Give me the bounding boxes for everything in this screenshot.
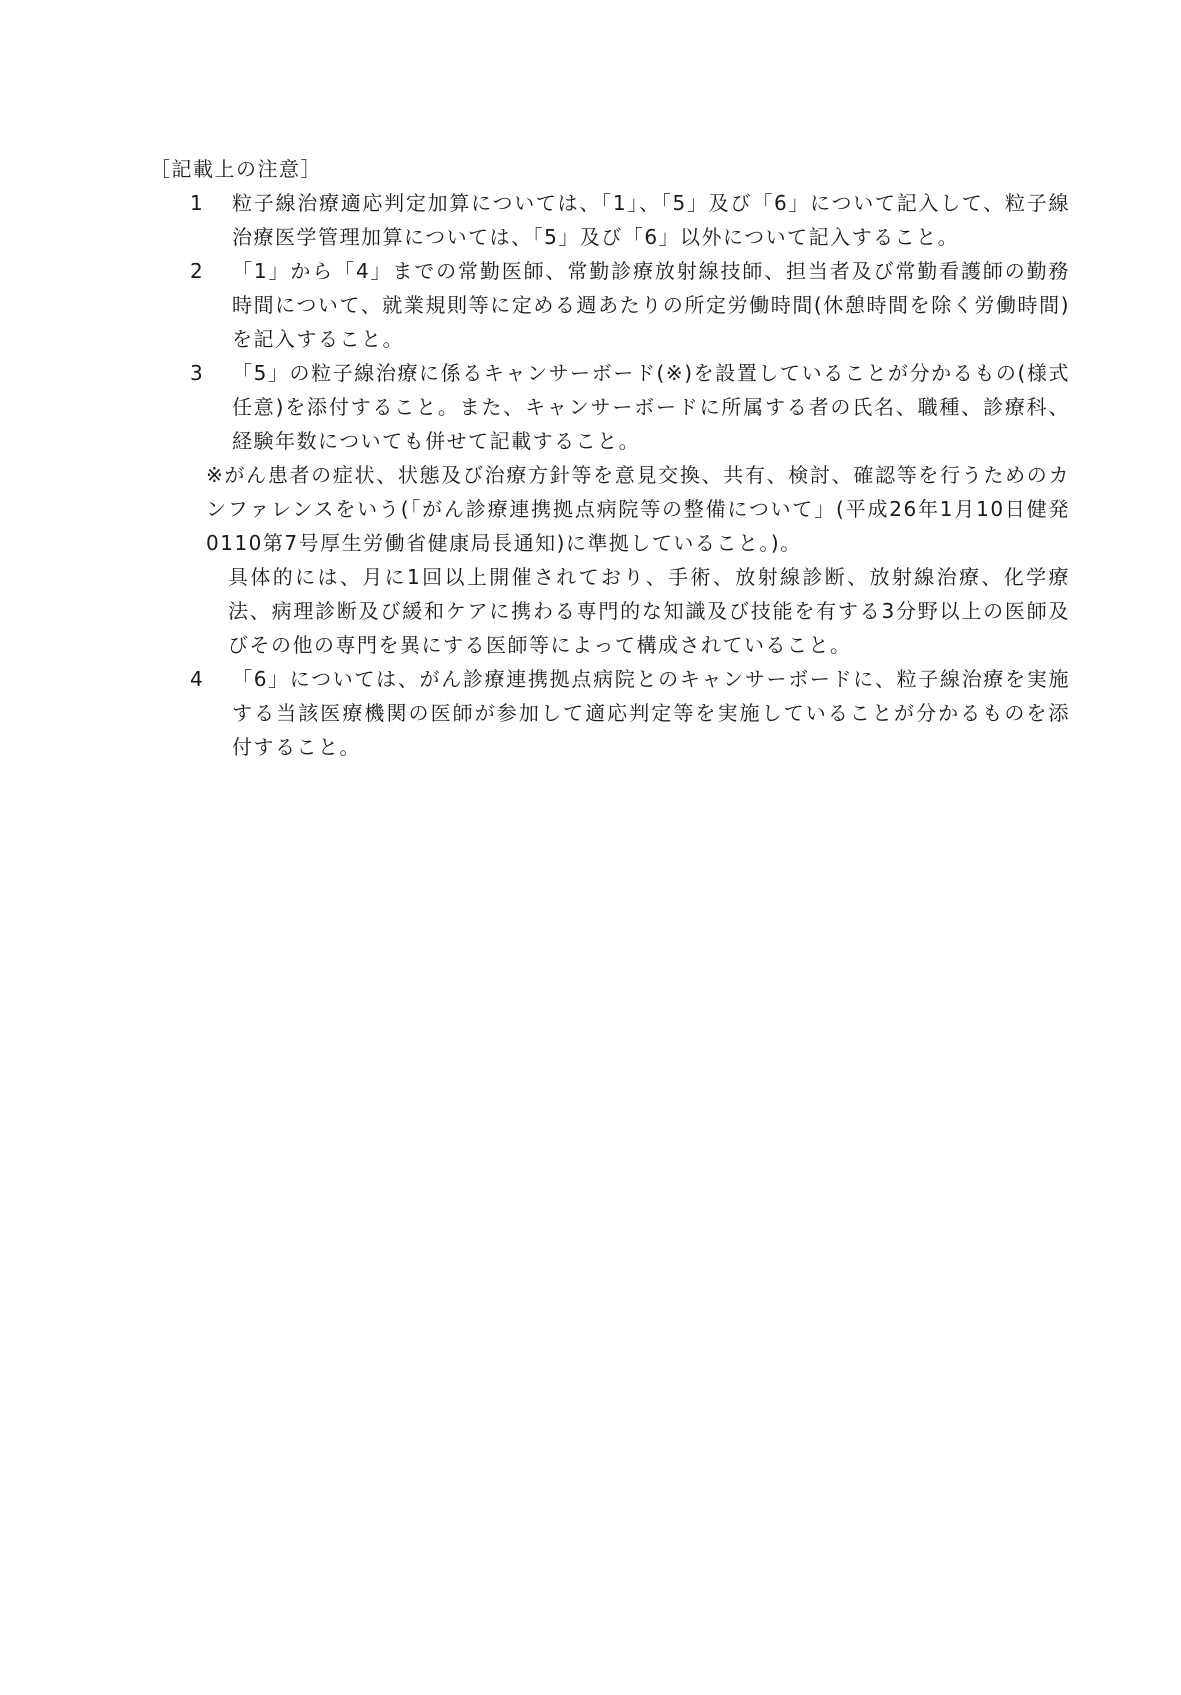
note-item-4 xyxy=(186,662,1070,764)
item-text: 粒子線治療適応判定加算については、「1」、「5」及び「6」について記入して、粒子線治療医学管理加算については、「5」及び「6」以外について記入すること。 xyxy=(232,191,1070,249)
item-number: 1 xyxy=(190,191,205,215)
note-item-3 xyxy=(186,356,1070,458)
note-details: 具体的には、月に1回以上開催されており、手術、放射線診断、放射線治療、化学療法、病理診断及び緩和ケアに携わる専門的な知識及び技能を有する3分野以上の医師及びその他の専門を異にする医師等によって構成されていること。 xyxy=(228,565,1070,657)
item-text: 「5」の粒子線治療に係るキャンサーボード(※)を設置していることが分かるもの(様式任意)を添付すること。また、キャンサーボードに所属する者の氏名、職種、診療科、経験年数についても併せて記載すること。 xyxy=(232,361,1070,453)
item-number: 2 xyxy=(190,259,205,283)
item-text: 「6」については、がん診療連携拠点病院とのキャンサーボードに、粒子線治療を実施する当該医療機関の医師が参加して適応判定等を実施していることが分かるものを添付すること。 xyxy=(232,667,1070,759)
item-number: 3 xyxy=(190,361,205,385)
notes-section xyxy=(150,152,1070,764)
note-item-1 xyxy=(186,186,1070,254)
cancer-board-note xyxy=(206,458,1070,662)
item-number: 4 xyxy=(190,667,205,691)
notes-heading: ［記載上の注意］ xyxy=(150,157,322,181)
item-text: 「1」から「4」までの常勤医師、常勤診療放射線技師、担当者及び常勤看護師の勤務時間について、就業規則等に定める週あたりの所定労働時間(休憩時間を除く労働時間)を記入すること。 xyxy=(232,259,1070,351)
note-item-2 xyxy=(186,254,1070,356)
note-definition: ※がん患者の症状、状態及び治療方針等を意見交換、共有、検討、確認等を行うためのカンファレンスをいう(「がん診療連携拠点病院等の整備について」(平成26年1月10日健発0110第7号厚生労働省健康局長通知)に準拠していること。)。 xyxy=(206,463,1070,555)
